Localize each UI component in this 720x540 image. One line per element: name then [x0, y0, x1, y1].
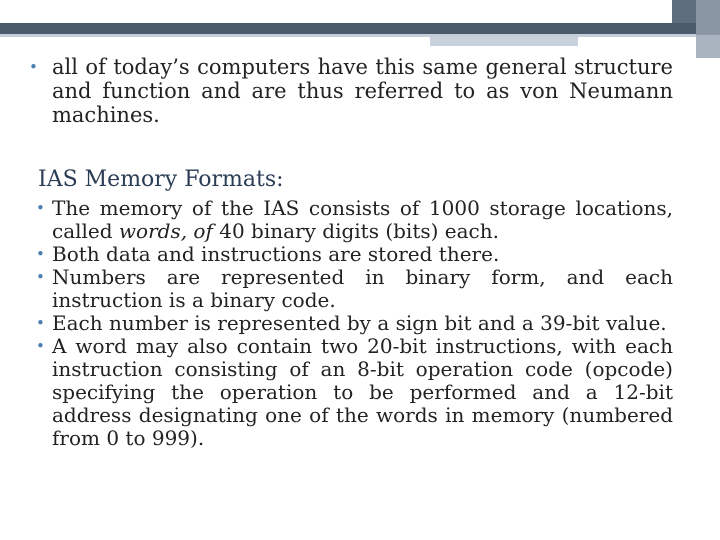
- corner-block-1: [672, 0, 696, 23]
- corner-block-3: [696, 35, 720, 58]
- list-item: [36, 335, 673, 450]
- list-item: [36, 197, 673, 243]
- list-item: [36, 312, 673, 335]
- intro-text: all of today’s computers have this same general structure and function and are thus referred to as von Neumann machines.: [52, 55, 673, 127]
- section-heading: IAS Memory Formats:: [38, 167, 284, 192]
- corner-block-2: [696, 0, 720, 35]
- corner-decoration: [672, 0, 720, 58]
- list-item: [36, 266, 673, 312]
- list-item-text: Each number is represented by a sign bit and a 39-bit value.: [52, 311, 667, 335]
- header-underline: [0, 34, 720, 37]
- list-item-emphasis: words, of: [118, 219, 213, 243]
- bullet-icon: •: [36, 268, 45, 286]
- list-item: [36, 243, 673, 266]
- header-tab-accent: [430, 37, 578, 46]
- intro-bullet: [28, 55, 673, 127]
- list-item-text: Numbers are represented in binary form, and each instruction is a binary code.: [52, 265, 673, 312]
- list-item-text: Both data and instructions are stored there.: [52, 242, 500, 266]
- slide-content: [28, 55, 673, 450]
- list-item-text: A word may also contain two 20-bit instructions, with each instruction consisting of an 8-bit operation code (opcode) specifying the operation to be performed and a 12-bit address designating one of the words in memory (numbered from 0 to 999).: [52, 334, 673, 450]
- list-item-text: The memory of the IAS consists of 1000 storage locations, called: [52, 196, 673, 243]
- list-item-text: 40 binary digits (bits) each.: [212, 219, 499, 243]
- bullet-icon: •: [36, 199, 45, 217]
- bullet-icon: •: [36, 245, 45, 263]
- memory-format-list: [28, 197, 673, 450]
- top-margin: [0, 0, 720, 23]
- bullet-icon: •: [29, 58, 38, 76]
- bullet-icon: •: [36, 314, 45, 332]
- bullet-icon: •: [36, 337, 45, 355]
- header-bar: [0, 23, 696, 34]
